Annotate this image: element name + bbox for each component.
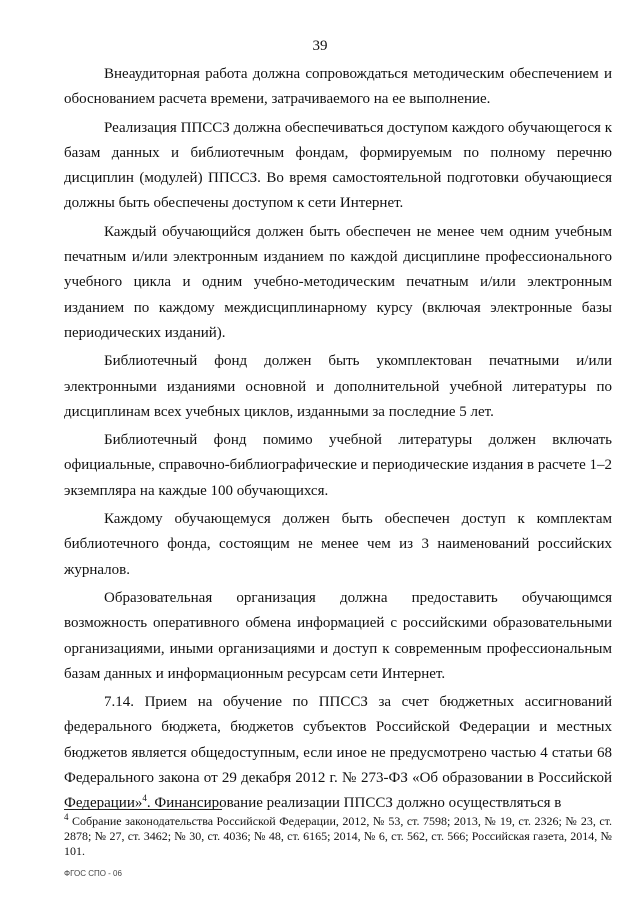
paragraph-admission	[64, 690, 612, 816]
paragraph-library-stock: Библиотечный фонд должен быть укомплектован печатными и/или электронными изданиями основной и дополнительной учебной литературы по дисциплинам всех учебных циклов, изданными за последние 5 лет.	[64, 353, 612, 420]
paragraph-database-access: Реализация ППССЗ должна обеспечиваться доступом каждого обучающегося к базам данных и библиотечным фондам, формируемым по полному перечню дисциплин (модулей) ППССЗ. Во время самостоятельной подготовки обучающиеся должны быть обеспечены доступом к сети Интернет.	[64, 119, 612, 212]
main-text	[64, 62, 612, 817]
financing-text: . Финансирование реализации ППССЗ должно осуществляться в	[146, 795, 562, 812]
footnote-text: Собрание законодательства Российской Федерации, 2012, № 53, ст. 7598; 2013, № 19, ст. 2326; № 23, ст. 2878; № 27, ст. 3462; № 30, ст. 4036; № 48, ст. 6165; 2014, № 6, ст. 562, ст. 566; Российская газета, 2014, № 101.	[64, 814, 612, 858]
page-number: 39	[312, 38, 328, 54]
footnote-mark: 4	[64, 812, 69, 822]
form-code-label: ФГОС СПО - 06	[64, 869, 122, 878]
footnote-reference: 4	[142, 793, 147, 804]
footnote	[64, 814, 612, 859]
paragraph-information-exchange: Образовательная организация должна предоставить обучающимся возможность оперативного обмена информацией с российскими образовательными организациями, иными организациями и доступ к современным профессиональным базам данных и информационным ресурсам сети Интернет.	[64, 589, 612, 682]
paragraph-textbook-provision: Каждый обучающийся должен быть обеспечен не менее чем одним учебным печатным и/или электронным изданием по каждой дисциплине профессионального учебного цикла и одним учебно-методическим печатным и/или электронным изданием по каждому междисциплинарному курсу (включая электронные базы периодических изданий).	[64, 223, 612, 341]
footnote-separator	[64, 809, 222, 810]
paragraph-journals: Каждому обучающемуся должен быть обеспечен доступ к комплектам библиотечного фонда, состоящим не менее чем из 3 наименований российских журналов.	[64, 511, 612, 578]
admission-text: 7.14. Прием на обучение по ППССЗ за счет бюджетных ассигнований федерального бюджета, бюджетов субъектов Российской Федерации и местных бюджетов является общедоступным, если иное не предусмотрено частью 4 статьи 68 Федерального закона от 29 декабря 2012 г. № 273-ФЗ «Об образовании в Российской Федерации»	[64, 694, 612, 812]
paragraph-reference-editions: Библиотечный фонд помимо учебной литературы должен включать официальные, справочно-библиографические и периодические издания в расчете 1–2 экземпляра на каждые 100 обучающихся.	[64, 432, 612, 499]
paragraph-extracurricular-work: Внеаудиторная работа должна сопровождаться методическим обеспечением и обоснованием расчета времени, затрачиваемого на ее выполнение.	[64, 66, 612, 108]
